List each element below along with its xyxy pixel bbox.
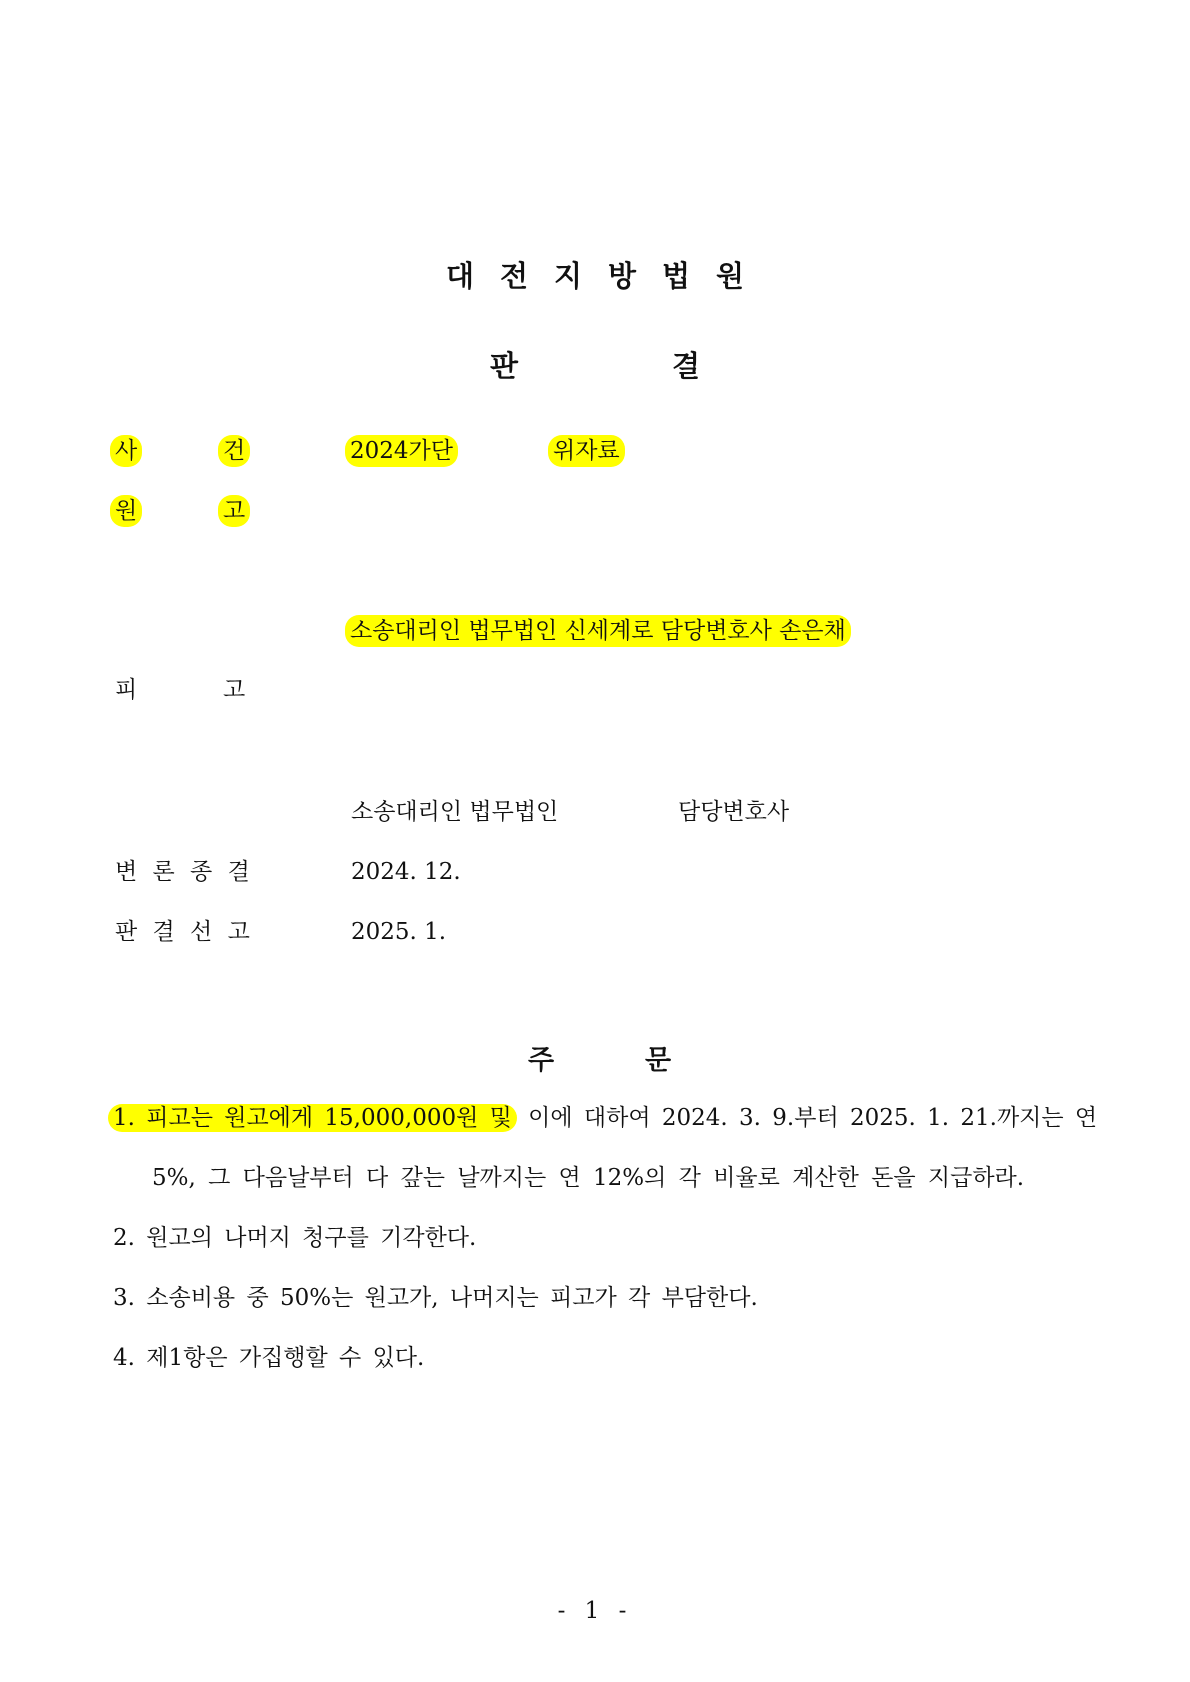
sentence-date: 2025. 1. — [351, 919, 447, 945]
sentence-label: 판 결 선 고 — [115, 919, 254, 945]
court-name: 대전지방법원 — [445, 259, 771, 293]
defendant-label-char-2: 고 — [223, 677, 246, 703]
document-type-char-2: 결 — [672, 349, 701, 383]
ruling-item-1-continuation: 5%, 그 다음날부터 다 갚는 날까지는 연 12%의 각 비율로 계산한 돈을 지급하라. — [152, 1165, 1025, 1191]
defendant-counsel-firm: 소송대리인 법무법인 — [351, 799, 559, 825]
closing-label: 변 론 종 결 — [115, 859, 254, 885]
page-number: - 1 - — [557, 1598, 633, 1624]
ruling-item-2: 2. 원고의 나머지 청구를 기각한다. — [113, 1225, 477, 1251]
ruling-title-char-1: 주 — [528, 1045, 555, 1076]
ruling-item-3: 3. 소송비용 중 50%는 원고가, 나머지는 피고가 각 부담한다. — [113, 1285, 758, 1311]
plaintiff-label-char-2: 고 — [218, 495, 250, 527]
plaintiff-label-char-1: 원 — [110, 495, 142, 527]
document-type-char-1: 판 — [490, 349, 519, 383]
defendant-counsel-attorney: 담당변호사 — [678, 799, 790, 825]
case-name: 위자료 — [548, 435, 625, 467]
case-label-char-1: 사 — [110, 435, 142, 467]
defendant-label-char-1: 피 — [115, 677, 138, 703]
case-number: 2024가단 — [345, 435, 458, 467]
ruling-item-1-rest: 이에 대하여 2024. 3. 9.부터 2025. 1. 21.까지는 연 — [516, 1105, 1098, 1131]
closing-date: 2024. 12. — [351, 859, 461, 885]
ruling-item-1-highlight: 1. 피고는 원고에게 15,000,000원 및 — [108, 1104, 517, 1132]
case-label-char-2: 건 — [218, 435, 250, 467]
plaintiff-counsel: 소송대리인 법무법인 신세계로 담당변호사 손은채 — [345, 615, 851, 647]
ruling-item-1 — [108, 1103, 1097, 1133]
ruling-item-4: 4. 제1항은 가집행할 수 있다. — [113, 1345, 425, 1371]
ruling-title-char-2: 문 — [645, 1045, 672, 1076]
